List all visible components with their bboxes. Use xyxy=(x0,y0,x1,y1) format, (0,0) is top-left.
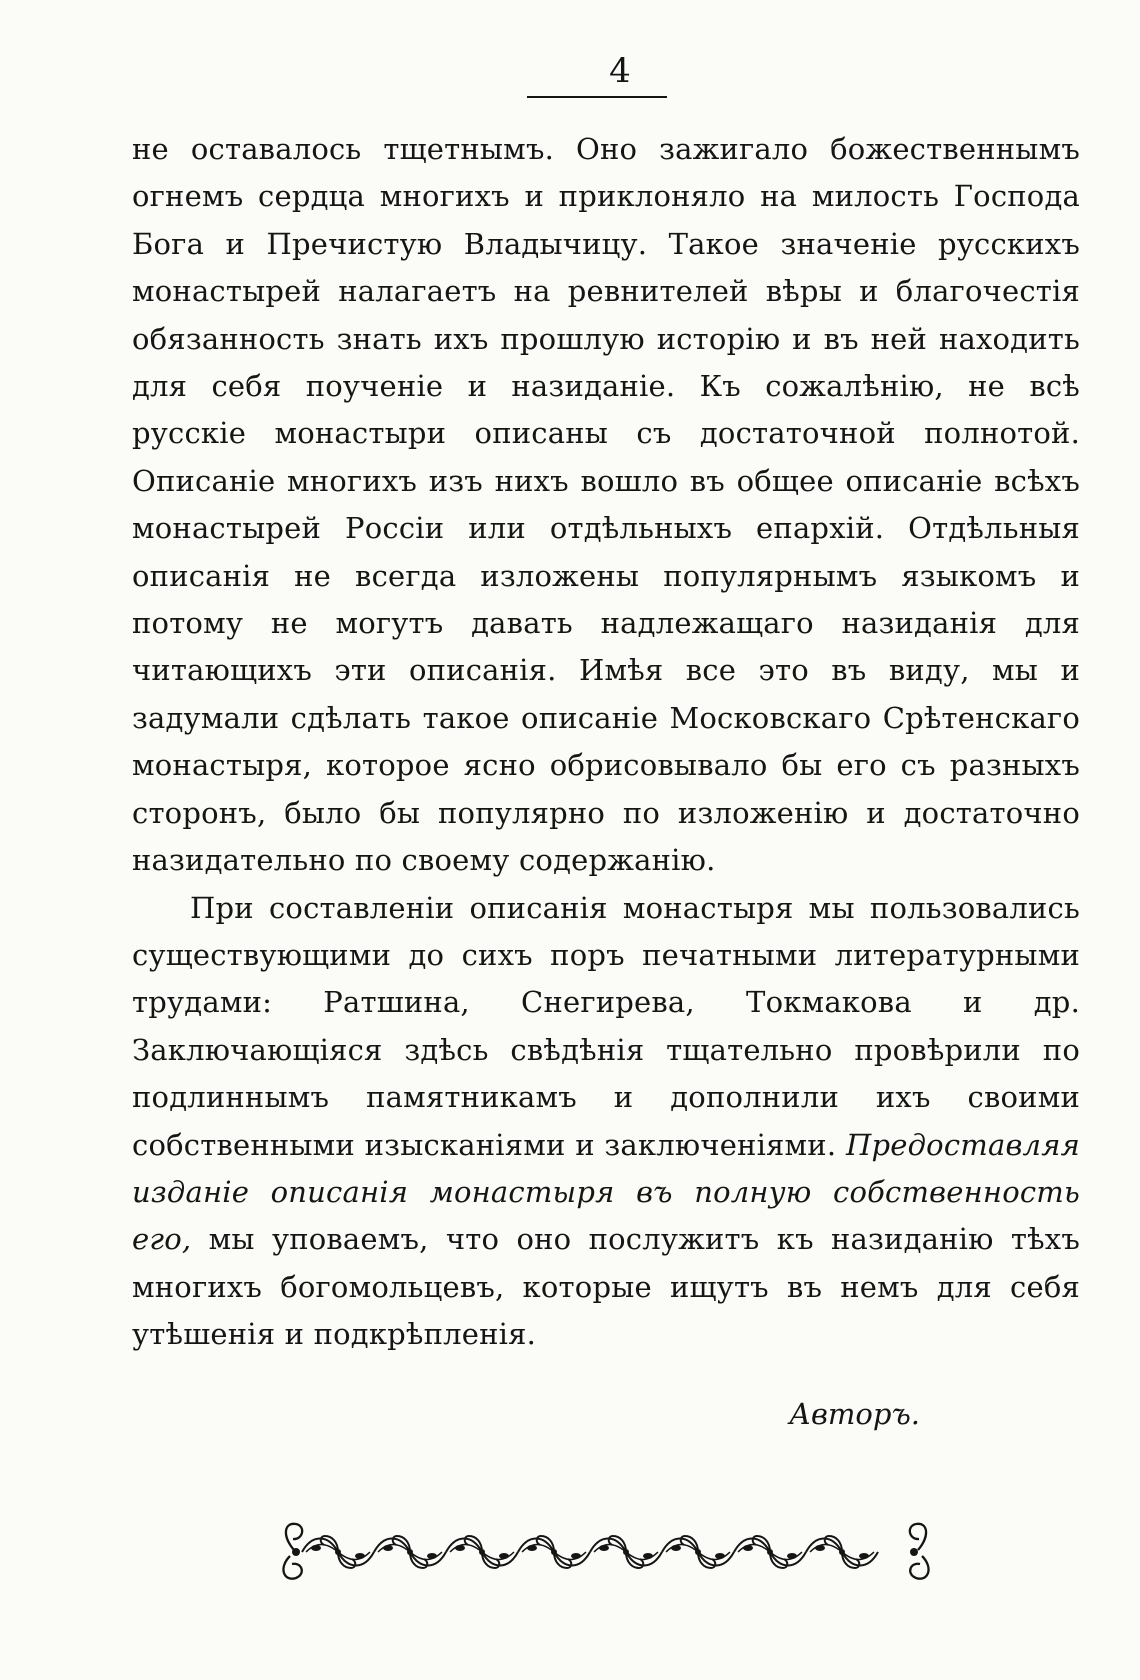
italic-dedication-phrase: Предоставляя изданiе описанiя монастыря въ полную собственность его, xyxy=(132,1127,1081,1257)
page-number-rule xyxy=(527,96,667,98)
page-number: 4 xyxy=(609,51,631,91)
decorative-vine-border-icon xyxy=(278,1514,932,1586)
author-signature: Авторъ. xyxy=(789,1397,920,1431)
paragraph-sources-start: При составленiи описанiя монастыря мы пользовались существующими до сихъ поръ печатными литературными трудами: Ратшина, Снегирева, Токмакова и др. Заключающiяся здѣсь свѣдѣнiя тщательно провѣрили по подлиннымъ памятникамъ и дополнили ихъ своими собственными изысканiями и заключенiями. xyxy=(132,890,1080,1162)
paragraph-sources-end: мы уповаемъ, что оно послужитъ къ назиданiю тѣхъ многихъ богомольцевъ, которые ищутъ въ немъ для себя утѣшенiя и подкрѣпленiя. xyxy=(132,1222,1081,1352)
paragraph-continuation: не оставалось тщетнымъ. Оно зажигало божественнымъ огнемъ сердца многихъ и приклоняло на милость Господа Бога и Пречистую Владычицу. Такое значенiе русскихъ монастырей налагаетъ на ревнителей вѣры и благочестiя обязанность знать ихъ прошлую исторiю и въ ней находить для себя поученiе и назиданiе. Къ сожалѣнiю, не всѣ русскiе монастыри описаны съ достаточной полнотой. Описанiе многихъ изъ нихъ вошло въ общее описанiе всѣхъ монастырей Россiи или отдѣльныхъ епархiй. Отдѣльныя описанiя не всегда изложены популярнымъ языкомъ и потому не могутъ давать надлежащаго назиданiя для читающихъ эти описанiя. Имѣя все это въ виду, мы и задумали сдѣлать такое описанiе Московскаго Срѣтенскаго монастыря, которое ясно обрисовывало бы его съ разныхъ сторонъ, было бы популярно по изложенiю и достаточно назидательно по своему содержанiю. xyxy=(132,132,1080,878)
page-body xyxy=(132,126,1080,1359)
paragraph-sources xyxy=(132,885,1080,1359)
